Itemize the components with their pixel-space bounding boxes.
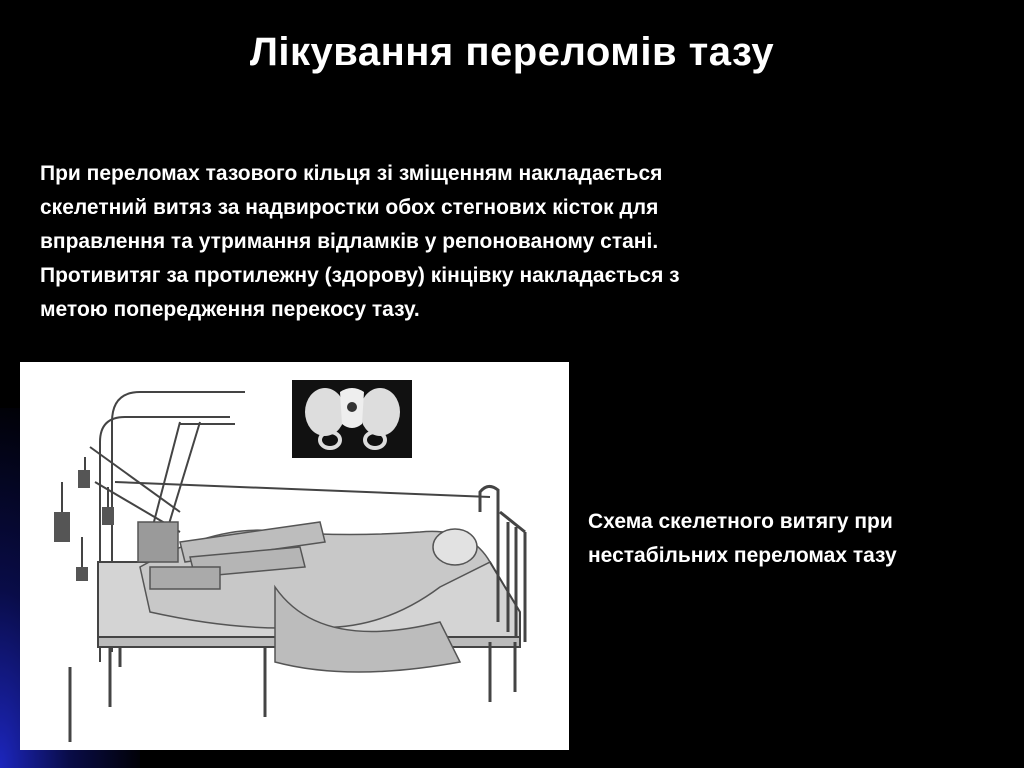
traction-illustration bbox=[20, 362, 569, 750]
paragraph-line: вправлення та утримання відламків у репонованому стані. bbox=[40, 230, 659, 253]
paragraph-line: При переломах тазового кільця зі зміщенням накладається bbox=[40, 162, 663, 185]
figure-caption bbox=[588, 505, 1018, 573]
paragraph-line: Противитяг за протилежну (здорову) кінцівку накладається з bbox=[40, 264, 680, 287]
body-paragraph bbox=[40, 157, 940, 327]
caption-line: Схема скелетного витягу при bbox=[588, 510, 893, 533]
caption-line: нестабільних переломах тазу bbox=[588, 544, 897, 567]
paragraph-line: скелетний витяз за надвиростки обох стегнових кісток для bbox=[40, 196, 659, 219]
paragraph-line: метою попередження перекосу тазу. bbox=[40, 298, 420, 321]
slide-title: Лікування переломів тазу bbox=[249, 30, 775, 74]
pelvis-xray-image bbox=[292, 380, 412, 458]
